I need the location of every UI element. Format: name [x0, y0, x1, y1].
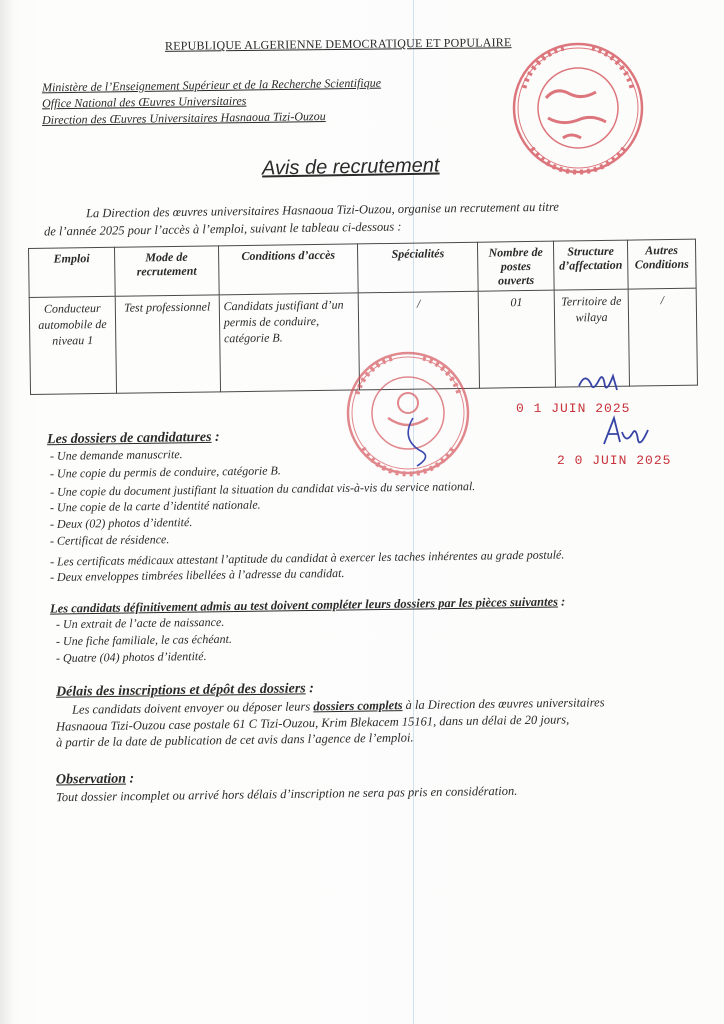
- list-item: - Certificat de résidence.: [49, 532, 170, 548]
- delais-title: [56, 679, 314, 701]
- official-seal-middle: [343, 348, 473, 478]
- admis-title-colon: :: [557, 594, 566, 609]
- cell-postes: 01: [478, 290, 555, 388]
- header-autres-conditions: Autres Conditions: [627, 239, 696, 289]
- list-item: - Une copie de la carte d’identité nationale.: [49, 497, 261, 515]
- list-item: - Une demande manuscrite.: [49, 447, 183, 463]
- dossiers-title-text: Les dossiers de candidatures: [46, 429, 212, 448]
- list-item: - Quatre (04) photos d’identité.: [55, 648, 207, 666]
- list-item: - Une copie du permis de conduire, catégorie B.: [49, 463, 281, 481]
- cell-conditions: Candidats justifiant d’un permis de conduire, catégorie B.: [219, 293, 360, 392]
- list-item: - Deux (02) photos d’identité.: [49, 515, 193, 531]
- signature-1: [575, 366, 635, 396]
- republic-header: REPUBLIQUE ALGERIENNE DEMOCRATIQUE ET POPULAIRE: [164, 35, 512, 53]
- header-emploi: Emploi: [29, 247, 116, 297]
- official-seal-top: [508, 38, 648, 178]
- cell-structure: Territoire de wilaya: [554, 289, 629, 387]
- delais-title-text: Délais des inscriptions et dépôt des dossiers: [55, 681, 306, 700]
- header-specialites: Spécialités: [358, 242, 478, 293]
- page-title: Avis de recrutement: [261, 154, 440, 180]
- list-item: - Une fiche familiale, le cas échéant.: [55, 631, 233, 649]
- admis-title-text: Les candidats définitivement admis au test doivent compléter leurs dossiers par les pièces suivantes: [49, 594, 559, 616]
- list-item: - Une copie du document justifiant la situation du candidat vis-à-vis du service national.: [49, 479, 476, 499]
- header-structure-affectation: Structure d’affectation: [553, 240, 628, 290]
- header-conditions-acces: Conditions d’accès: [218, 244, 358, 295]
- intro-line-1: La Direction des œuvres universitaires Hasnaoua Tizi-Ouzou, organise un recrutement au titre: [85, 199, 559, 221]
- cell-mode: Test professionnel: [115, 295, 220, 393]
- header-mode-recrutement: Mode de recrutement: [114, 246, 219, 296]
- delais-line-2: Hasnaoua Tizi-Ouzou case postale 61 C Tizi-Ouzou, Krim Blekacem 15161, dans un délai de 20 jours,: [55, 712, 570, 734]
- observation-text: Tout dossier incomplet ou arrivé hors délais d’inscription ne sera pas pris en considération.: [55, 783, 518, 805]
- delais-line-1-end: à la Direction des œuvres universitaires: [402, 695, 605, 713]
- observation-title: [56, 769, 134, 788]
- list-item: - Les certificats médicaux attestant l’aptitude du candidat à exercer les taches inhérentes au grade postulé.: [49, 547, 565, 569]
- cell-autres: /: [628, 288, 697, 386]
- observation-title-colon: :: [125, 771, 135, 787]
- delais-title-colon: :: [305, 681, 314, 697]
- observation-title-text: Observation: [55, 771, 127, 788]
- header-nombre-postes: Nombre de postes ouverts: [478, 241, 555, 291]
- dossiers-complets-emphasis: dossiers complets: [313, 698, 403, 714]
- ministry-line-1: Ministère de l’Enseignement Supérieur et de la Recherche Scientifique: [41, 75, 382, 95]
- cell-emploi: Conducteur automobile de niveau 1: [29, 296, 116, 394]
- ministry-line-2: Office National des Œuvres Universitaires: [41, 93, 247, 111]
- signature-2: [600, 414, 660, 450]
- delais-line-1-start: Les candidats doivent envoyer ou déposer leurs: [71, 699, 314, 717]
- date-stamp-1: 0 1 JUIN 2025: [516, 401, 631, 416]
- ministry-line-3: Direction des Œuvres Universitaires Hasnaoua Tizi-Ouzou: [41, 109, 326, 127]
- date-stamp-2: 2 0 JUIN 2025: [557, 453, 672, 468]
- delais-line-3: à partir de la date de publication de cet avis dans l’agence de l’emploi.: [55, 730, 414, 750]
- scan-margin-line: [413, 0, 414, 1024]
- dossiers-title-colon: :: [211, 429, 220, 445]
- list-item: - Un extrait de l’acte de naissance.: [55, 614, 225, 632]
- cell-specialites: /: [359, 291, 480, 390]
- dossiers-title: [47, 428, 220, 448]
- list-item: - Deux enveloppes timbrées libellées à l’adresse du candidat.: [49, 565, 345, 585]
- intro-line-2: de l’année 2025 pour l’accès à l’emploi, suivant le tableau ci-dessous :: [43, 219, 402, 239]
